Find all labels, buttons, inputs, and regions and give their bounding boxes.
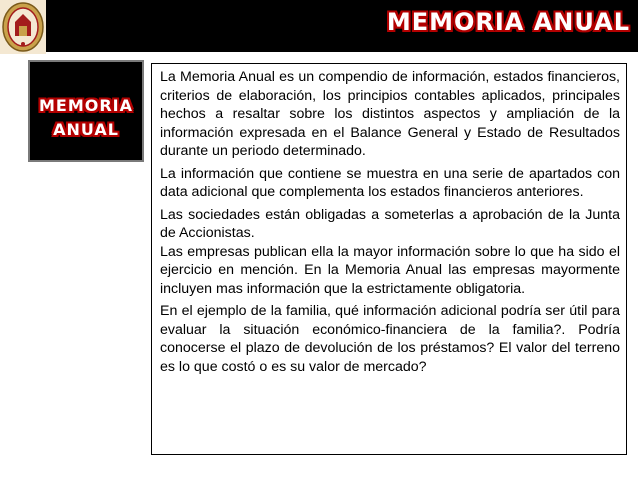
university-seal-logo bbox=[0, 0, 46, 54]
paragraph-family-example: En el ejemplo de la familia, qué información adicional podría ser útil para evaluar la situación económico-financiera de la familia?. Podría conocerse el plazo de devolución de los préstamos? El valor del terreno es lo que costó o es su valor de mercado? bbox=[160, 303, 620, 375]
paragraph-obligation: Las sociedades están obligadas a someterlas a aprobación de la Junta de Accionistas. bbox=[160, 206, 620, 241]
section-label-line2: ANUAL bbox=[53, 120, 119, 139]
paragraph-information: La información que contiene se muestra en una serie de apartados con data adicional que complementa los estados financieros anteriores. bbox=[160, 165, 620, 200]
content-panel bbox=[151, 63, 627, 455]
seal-emblem-icon bbox=[0, 0, 46, 54]
paragraph-definition: La Memoria Anual es un compendio de información, estados financieros, criterios de elaboración, los principios contables aplicados, principales hechos a resaltar sobre los distintos aspectos y ampliación de la información expresada en el Balance General y Estado de Resultados durante un periodo determinado. bbox=[160, 69, 620, 159]
paragraph-publication: Las empresas publican ella la mayor información sobre lo que ha sido el ejercicio en mención. En la Memoria Anual las empresas mayormente incluyen mas información que la estrictamente obligatoria. bbox=[160, 243, 620, 297]
section-label-box bbox=[28, 60, 144, 162]
page-title: MEMORIA ANUAL bbox=[386, 8, 630, 36]
header-bar bbox=[0, 0, 638, 52]
section-label-line1: MEMORIA bbox=[38, 96, 134, 115]
